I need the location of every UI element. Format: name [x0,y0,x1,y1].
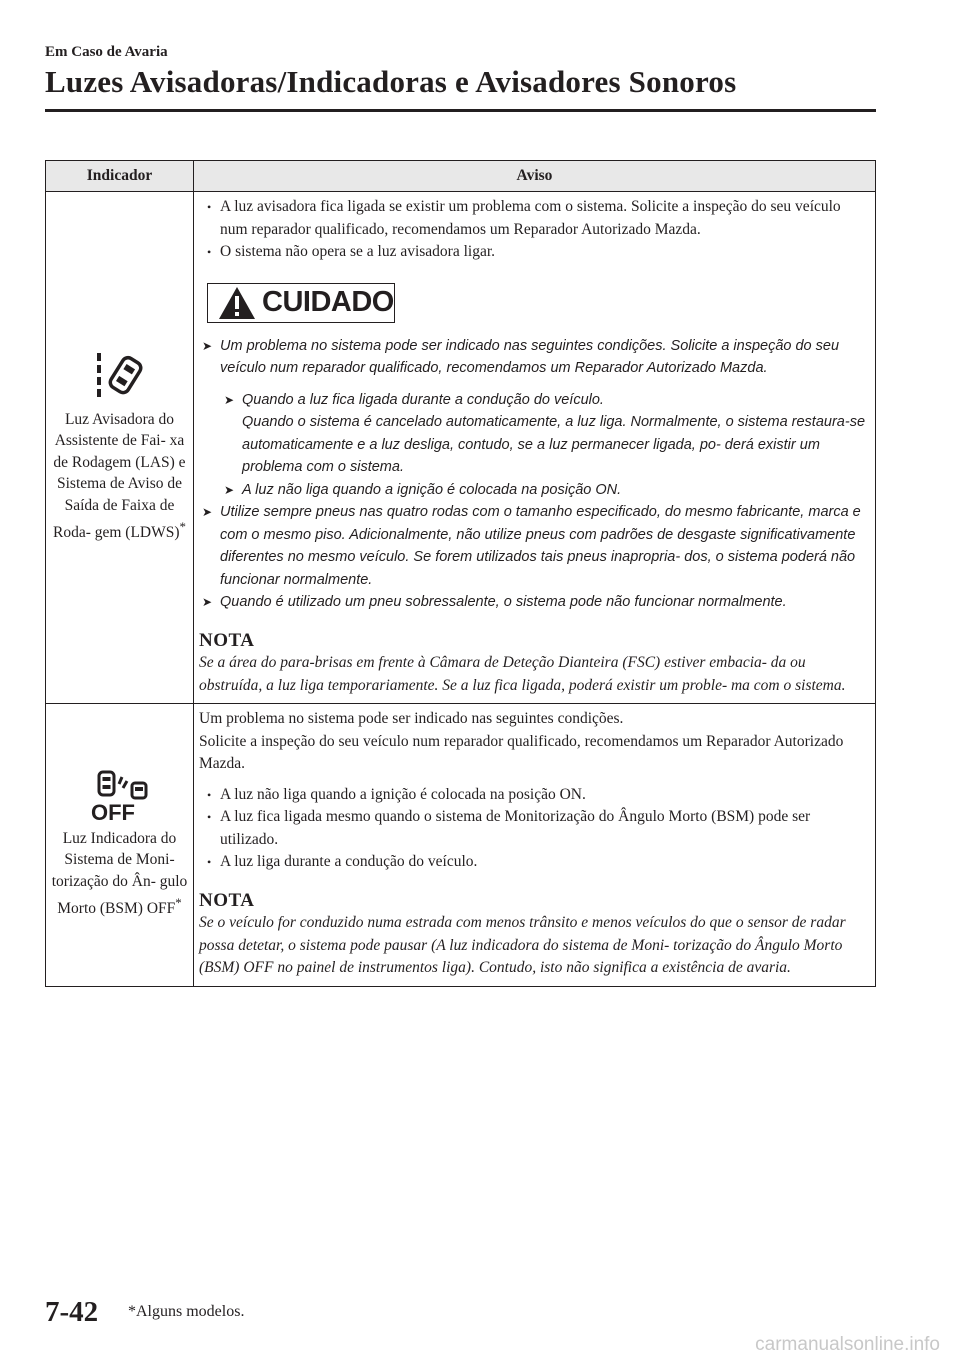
nota-heading: NOTA [199,889,255,911]
watermark: carmanualsonline.info [755,1334,940,1355]
col-header-aviso: Aviso [194,161,876,192]
caution-item: ➤ Utilize sempre pneus nas quatro rodas com o tamanho especificado, do mesmo fabricante, marca e com o mesmo piso. Adicionalmente, não utilize pneus com padrões de desgaste significativamente diferentes no mesmo veículo. Se forem utilizados tais pneus inapropria- dos, o sistema poderá não funcionar normalmente. [199,501,871,591]
section-name: Em Caso de Avaria [45,44,168,60]
indicator-label: Luz Indicadora do Sistema de Moni- torização do Ân- gulo Morto (BSM) OFF [51,829,188,918]
intro-text: Um problema no sistema pode ser indicado nas seguintes condições. [199,710,624,727]
intro-text: Solicite a inspeção do seu veículo num reparador qualificado, recomendamos um Reparador Autorizado Mazda. [199,732,844,772]
bullet-list [199,196,871,264]
warning-triangle-icon [218,286,256,320]
page-title: Luzes Avisadoras/Indicadoras e Avisadores Sonoros [45,64,737,99]
col-header-indicador: Indicador [46,161,194,192]
aviso-cell [194,704,876,987]
caution-item: ➤ Quando é utilizado um pneu sobressalente, o sistema pode não funcionar normalmente. [199,591,871,614]
bullet-list [199,784,871,874]
caution-box [207,283,395,323]
list-item: • O sistema não opera se a luz avisadora ligar. [199,241,871,264]
caution-subitem-title: ➤ Quando a luz fica ligada durante a condução do veículo. [242,391,604,408]
caution-subitem: ➤ A luz não liga quando a ignição é colocada na posição ON. [221,479,871,502]
bsm-off-icon [89,770,151,822]
nota-text: Se o veículo for conduzido numa estrada com menos trânsito e menos veículos do que o sensor de radar possa detetar, o sistema pode pausar (A luz indicadora do sistema de Moni- torização do Ângulo Morto (BSM) OFF no painel de instrumentos liga). Contudo, isto não significa a existência de avaria. [199,914,846,976]
asterisk-mark: * [175,895,182,911]
list-item: • A luz não liga quando a ignição é colocada na posição ON. [199,784,871,807]
lane-departure-warning-icon [94,351,146,403]
list-item: • A luz liga durante a condução do veículo. [199,851,871,874]
nota-text: Se a área do para-brisas em frente à Câmara de Deteção Dianteira (FSC) estiver embacia- da ou obstruída, a luz liga temporariamente. Se a luz fica ligada, poderá existir um proble- ma com o sistema. [199,654,846,694]
asterisk-mark: * [179,519,186,535]
table-header-row [46,161,876,192]
caution-label: CUIDADO [262,286,394,319]
caution-subitem-text: Quando o sistema é cancelado automaticamente, a luz liga. Normalmente, o sistema restaura-se automaticamente e a luz desliga, contudo, se a luz permanecer ligada, po- derá existir um problema com o sistema. [242,414,866,475]
caution-item: ➤ Um problema no sistema pode ser indicado nas seguintes condições. Solicite a inspeção do seu veículo num reparador qualificado, recomendamos um Reparador Autorizado Mazda. [199,335,871,380]
indicator-cell [46,192,194,704]
table-row [46,704,876,987]
indicator-table [45,160,876,987]
table-row [46,192,876,704]
footnote: *Alguns modelos. [128,1303,245,1320]
nota-heading: NOTA [199,629,255,651]
caution-subitem [221,389,871,479]
title-rule [45,109,876,112]
indicator-cell [46,704,194,987]
indicator-label: Luz Avisadora do Assistente de Fai- xa de Rodagem (LAS) e Sistema de Aviso de Saída de Faixa de Roda- gem (LDWS) [52,410,186,542]
list-item: • A luz fica ligada mesmo quando o sistema de Monitorização do Ângulo Morto (BSM) pode ser utilizado. [199,806,871,851]
page-number: 7-42 [45,1296,99,1328]
list-item: • A luz avisadora fica ligada se existir um problema com o sistema. Solicite a inspeção do seu veículo num reparador qualificado, recomendamos um Reparador Autorizado Mazda. [199,196,871,241]
bsm-off-text: OFF [90,799,135,822]
aviso-cell [194,192,876,704]
